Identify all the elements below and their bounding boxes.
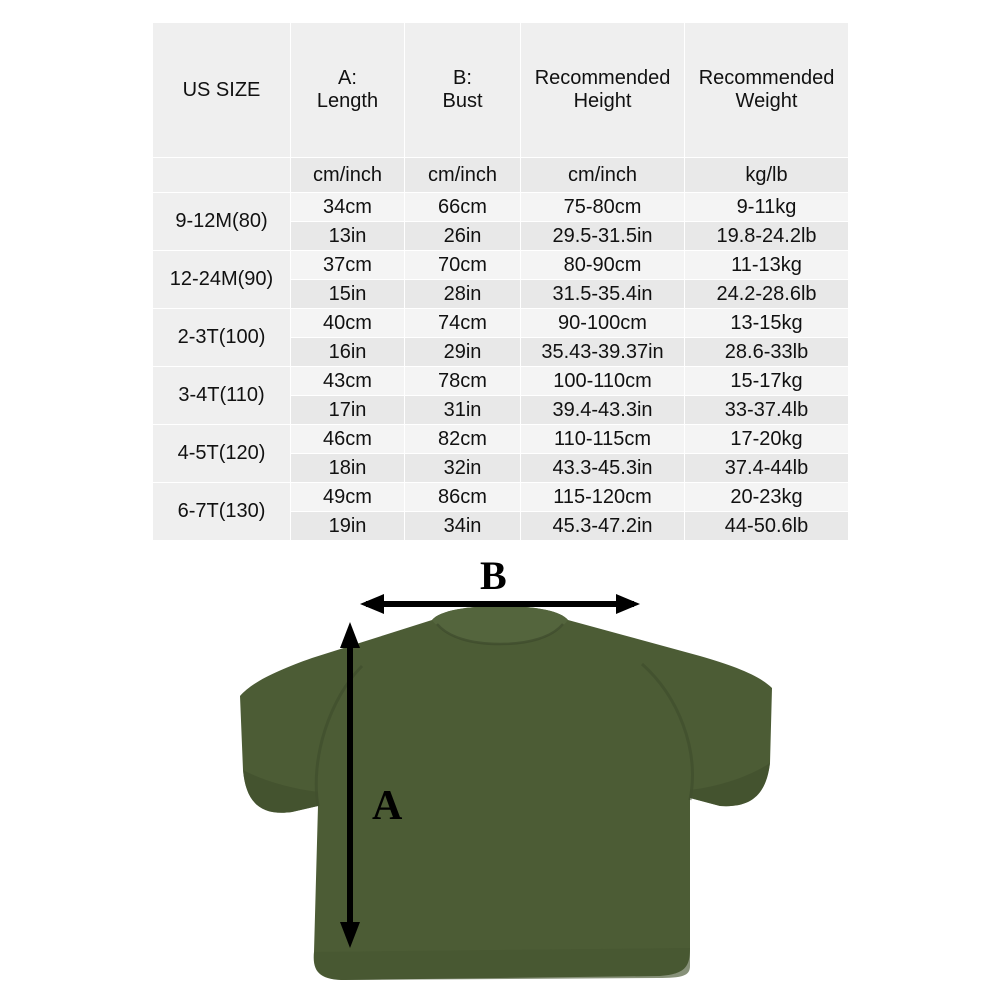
cell-weight-kg: 11-13kg: [685, 251, 849, 280]
cell-weight-lb: 28.6-33lb: [685, 338, 849, 367]
cell-bust-cm: 82cm: [405, 425, 521, 454]
cell-weight-kg: 15-17kg: [685, 367, 849, 396]
measurement-label-a: A: [372, 783, 403, 829]
cell-length-in: 17in: [291, 396, 405, 425]
cell-bust-cm: 86cm: [405, 483, 521, 512]
column-header-bust-line1: B:: [453, 67, 472, 89]
cell-height-in: 45.3-47.2in: [521, 512, 685, 541]
cell-length-in: 16in: [291, 338, 405, 367]
cell-length-cm: 49cm: [291, 483, 405, 512]
column-header-bust: [405, 23, 521, 158]
cell-weight-kg: 9-11kg: [685, 193, 849, 222]
cell-height-cm: 75-80cm: [521, 193, 685, 222]
table-header-row: [153, 23, 849, 158]
column-header-length: [291, 23, 405, 158]
cell-bust-cm: 74cm: [405, 309, 521, 338]
size-label-cell: 2-3T(100): [153, 309, 291, 367]
cell-length-in: 15in: [291, 280, 405, 309]
size-label-cell: 9-12M(80): [153, 193, 291, 251]
measurement-label-b: B: [480, 553, 507, 598]
table-row: [153, 483, 849, 512]
cell-length-in: 18in: [291, 454, 405, 483]
cell-bust-in: 31in: [405, 396, 521, 425]
column-header-recommended-weight: [685, 23, 849, 158]
cell-weight-lb: 19.8-24.2lb: [685, 222, 849, 251]
column-header-recommended-height: [521, 23, 685, 158]
cell-length-cm: 40cm: [291, 309, 405, 338]
cell-height-cm: 100-110cm: [521, 367, 685, 396]
size-chart-table: [152, 22, 849, 541]
unit-cell-weight: kg/lb: [685, 158, 849, 193]
cell-height-in: 39.4-43.3in: [521, 396, 685, 425]
garment-measurement-illustration: [0, 548, 1000, 1000]
cell-length-cm: 37cm: [291, 251, 405, 280]
cell-weight-kg: 20-23kg: [685, 483, 849, 512]
tshirt-shape: [240, 606, 772, 980]
cell-height-in: 43.3-45.3in: [521, 454, 685, 483]
column-header-length-line2: Length: [316, 90, 379, 112]
table-row: [153, 193, 849, 222]
column-header-weight-line2: Weight: [735, 90, 798, 112]
size-label-cell: 6-7T(130): [153, 483, 291, 541]
cell-bust-in: 26in: [405, 222, 521, 251]
tshirt-diagram-svg: [0, 548, 1000, 1000]
cell-bust-in: 28in: [405, 280, 521, 309]
cell-length-in: 13in: [291, 222, 405, 251]
cell-bust-cm: 70cm: [405, 251, 521, 280]
unit-cell-blank: [153, 158, 291, 193]
unit-cell-height: cm/inch: [521, 158, 685, 193]
size-label-cell: 4-5T(120): [153, 425, 291, 483]
cell-weight-lb: 37.4-44lb: [685, 454, 849, 483]
cell-height-cm: 115-120cm: [521, 483, 685, 512]
column-header-height-line1: Recommended: [534, 67, 671, 89]
cell-weight-lb: 33-37.4lb: [685, 396, 849, 425]
cell-bust-in: 34in: [405, 512, 521, 541]
cell-height-in: 29.5-31.5in: [521, 222, 685, 251]
cell-weight-kg: 13-15kg: [685, 309, 849, 338]
cell-length-cm: 43cm: [291, 367, 405, 396]
cell-length-cm: 46cm: [291, 425, 405, 454]
cell-height-cm: 90-100cm: [521, 309, 685, 338]
cell-height-cm: 80-90cm: [521, 251, 685, 280]
table-units-row: [153, 158, 849, 193]
column-header-length-line1: A:: [338, 67, 357, 89]
cell-length-cm: 34cm: [291, 193, 405, 222]
table-row: [153, 309, 849, 338]
unit-cell-bust: cm/inch: [405, 158, 521, 193]
cell-weight-lb: 44-50.6lb: [685, 512, 849, 541]
cell-weight-kg: 17-20kg: [685, 425, 849, 454]
cell-bust-in: 29in: [405, 338, 521, 367]
cell-bust-in: 32in: [405, 454, 521, 483]
cell-bust-cm: 66cm: [405, 193, 521, 222]
table-row: [153, 367, 849, 396]
unit-cell-length: cm/inch: [291, 158, 405, 193]
cell-bust-cm: 78cm: [405, 367, 521, 396]
column-header-weight-line1: Recommended: [698, 67, 835, 89]
column-header-us-size: US SIZE: [153, 23, 291, 158]
table-row: [153, 251, 849, 280]
column-header-height-line2: Height: [573, 90, 632, 112]
hem-shadow: [314, 948, 690, 980]
cell-height-in: 31.5-35.4in: [521, 280, 685, 309]
table-row: [153, 425, 849, 454]
cell-height-cm: 110-115cm: [521, 425, 685, 454]
size-label-cell: 3-4T(110): [153, 367, 291, 425]
size-label-cell: 12-24M(90): [153, 251, 291, 309]
cell-height-in: 35.43-39.37in: [521, 338, 685, 367]
cell-weight-lb: 24.2-28.6lb: [685, 280, 849, 309]
cell-length-in: 19in: [291, 512, 405, 541]
size-chart-table-wrapper: [152, 22, 848, 541]
column-header-bust-line2: Bust: [442, 90, 483, 112]
